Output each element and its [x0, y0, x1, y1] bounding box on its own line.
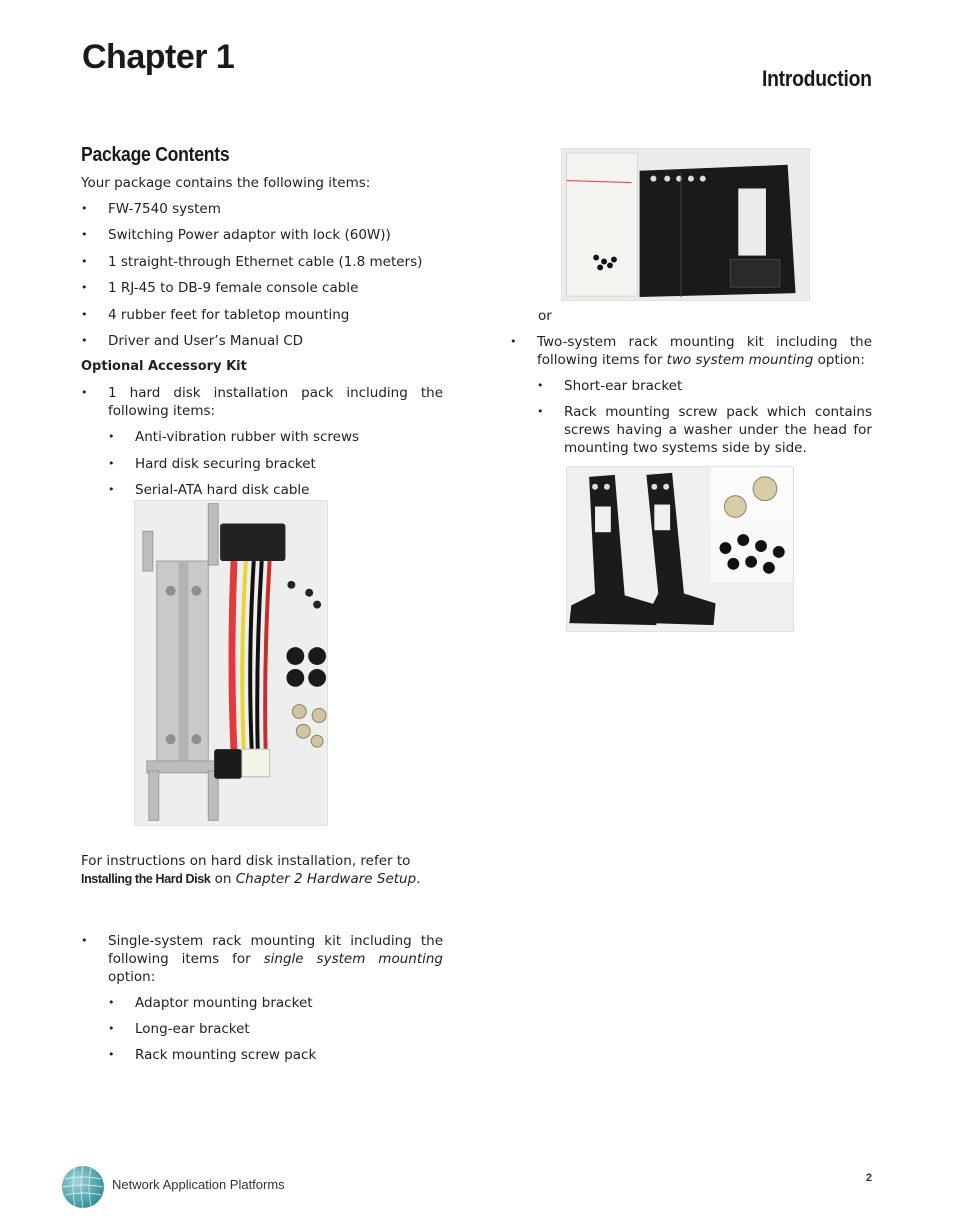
list-item: • Adaptor mounting bracket	[108, 994, 443, 1012]
install-note	[81, 852, 443, 888]
package-list	[81, 200, 443, 350]
list-item: • FW-7540 system	[81, 200, 443, 218]
two-rack-kit-photo	[566, 466, 794, 632]
list-item: • 1 RJ-45 to DB-9 female console cable	[81, 279, 443, 297]
two-kit-sublist	[537, 377, 872, 457]
two-kit-italic: two system mounting	[666, 352, 814, 368]
list-item: • Short-ear bracket	[537, 377, 872, 395]
list-item: • Hard disk securing bracket	[108, 455, 443, 473]
install-note-middle: on	[210, 870, 236, 887]
single-kit-prefix: Single-system rack mounting kit including the following items for	[108, 932, 443, 967]
list-item: • Rack mounting screw pack which contains screws having a washer under the head for mounting two systems side by side.	[537, 403, 872, 457]
list-item: • 4 rubber feet for tabletop mounting	[81, 306, 443, 324]
hdd-pack-text: 1 hard disk installation pack including the following items:	[108, 385, 443, 420]
install-note-prefix: For instructions on hard disk installation, refer to	[81, 852, 411, 869]
list-item	[81, 384, 443, 499]
list-item: • Switching Power adaptor with lock (60W))	[81, 226, 443, 244]
single-kit-italic: single system mounting	[263, 950, 443, 967]
single-kit-list	[81, 932, 443, 1065]
list-item	[510, 333, 872, 457]
list-item	[81, 932, 443, 1065]
optional-kit-heading: Optional Accessory Kit	[81, 359, 247, 375]
list-item: • Anti-vibration rubber with screws	[108, 428, 443, 446]
list-item: • Long-ear bracket	[108, 1020, 443, 1038]
hdd-sublist	[108, 428, 443, 499]
list-item: • 1 straight-through Ethernet cable (1.8 meters)	[81, 253, 443, 271]
two-kit-list	[510, 333, 872, 457]
package-contents-heading: Package Contents	[81, 144, 230, 166]
single-kit-sublist	[108, 994, 443, 1065]
list-item: • Serial-ATA hard disk cable	[108, 481, 443, 499]
single-kit-suffix: option:	[108, 968, 156, 985]
or-text: or	[538, 308, 552, 324]
list-item: • Rack mounting screw pack	[108, 1046, 443, 1064]
left-column	[81, 146, 443, 1073]
section-heading: Introduction	[762, 66, 872, 91]
company-logo-icon	[61, 1165, 105, 1209]
two-kit-prefix: Two-system rack mounting kit including the following items for	[537, 334, 872, 368]
install-note-link-text: Installing the Hard Disk	[81, 871, 211, 886]
install-note-chapter: Chapter 2 Hardware Setup	[235, 870, 417, 887]
hard-disk-kit-photo	[134, 500, 328, 826]
package-intro: Your package contains the following items:	[81, 175, 371, 191]
two-kit-suffix: option:	[813, 352, 865, 368]
footer-text: Network Application Platforms	[112, 1177, 285, 1192]
single-rack-kit-photo	[561, 148, 810, 301]
list-item: • Driver and User’s Manual CD	[81, 332, 443, 350]
page-number: 2	[865, 1172, 872, 1184]
right-column	[510, 148, 872, 632]
install-note-suffix: .	[416, 870, 421, 887]
chapter-heading: Chapter 1	[82, 38, 235, 76]
optional-list	[81, 384, 443, 499]
